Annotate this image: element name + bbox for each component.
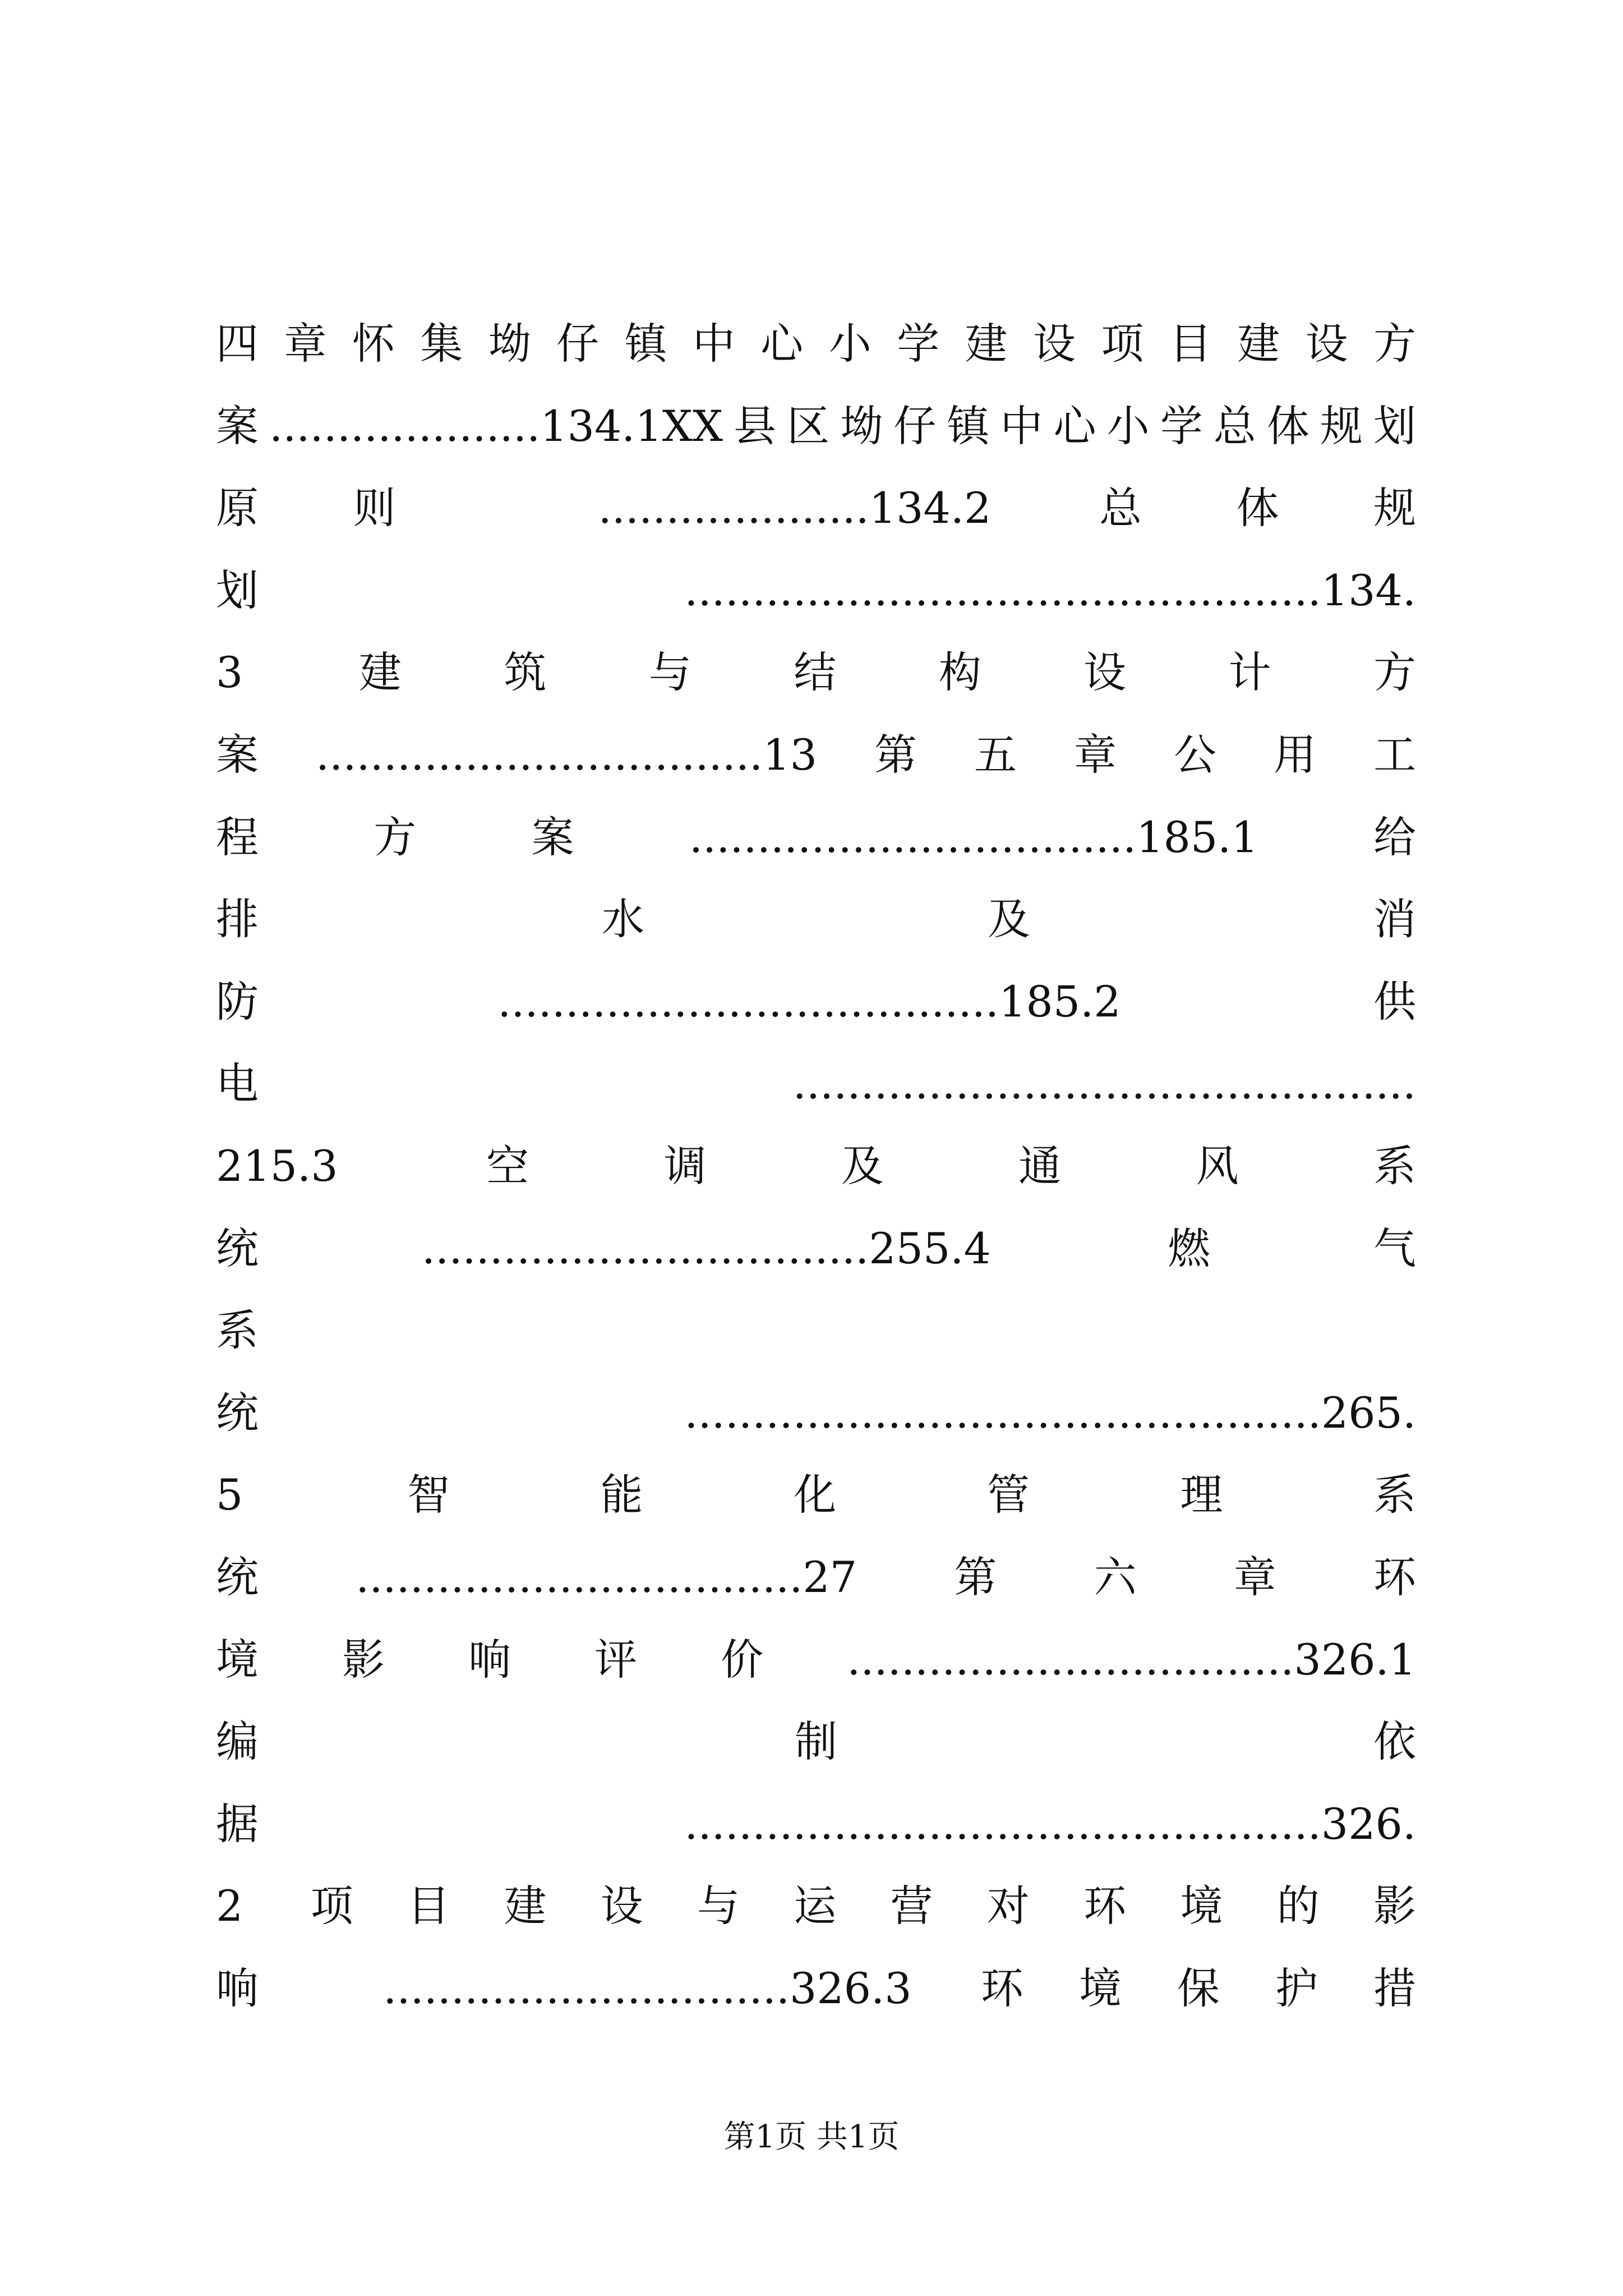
text-line: 程方案.................................185.1给 [216,812,1416,862]
text-line: 电.............................................. [216,1059,1416,1109]
text-line: 3 建筑与结构设计方 [216,647,1416,698]
text-line: 统...............................................265. [216,1387,1416,1438]
text-line: 编制依 [216,1717,1416,1767]
text-line: 境影响评价.................................326.1 [216,1634,1416,1685]
text-line: 215.3 空调及通风系 [216,1140,1416,1191]
text-line: 响 ..............................326.3 环境保护措 [216,1963,1416,2013]
text-line: 防.....................................185.2 供 [216,976,1416,1027]
text-line: 原则 ....................134.2 总体规 [216,483,1416,533]
document-body [216,303,1416,2030]
page-footer: 第1页 共1页 [723,2119,900,2155]
text-line: 四章怀集坳仔镇中心小学建设项目建设方 [216,319,1416,369]
text-line: 排水及消 [216,894,1416,945]
text-line: 统.................................255.4 燃气 [216,1223,1416,1273]
text-line: 划...............................................134. [216,565,1416,615]
text-line: 据...............................................326. [216,1798,1416,1849]
text-line: 系 [216,1305,259,1356]
text-line: 案.................................13第五章公用工 [216,729,1416,780]
text-line: 5 智能化管理系 [216,1470,1416,1520]
text-line: 统.................................27第六章环 [216,1552,1416,1602]
text-line: 案....................134.1XX县区坳仔镇中心小学总体规划 [216,401,1416,451]
text-line: 2 项目建设与运营对环境的影 [216,1881,1416,1931]
